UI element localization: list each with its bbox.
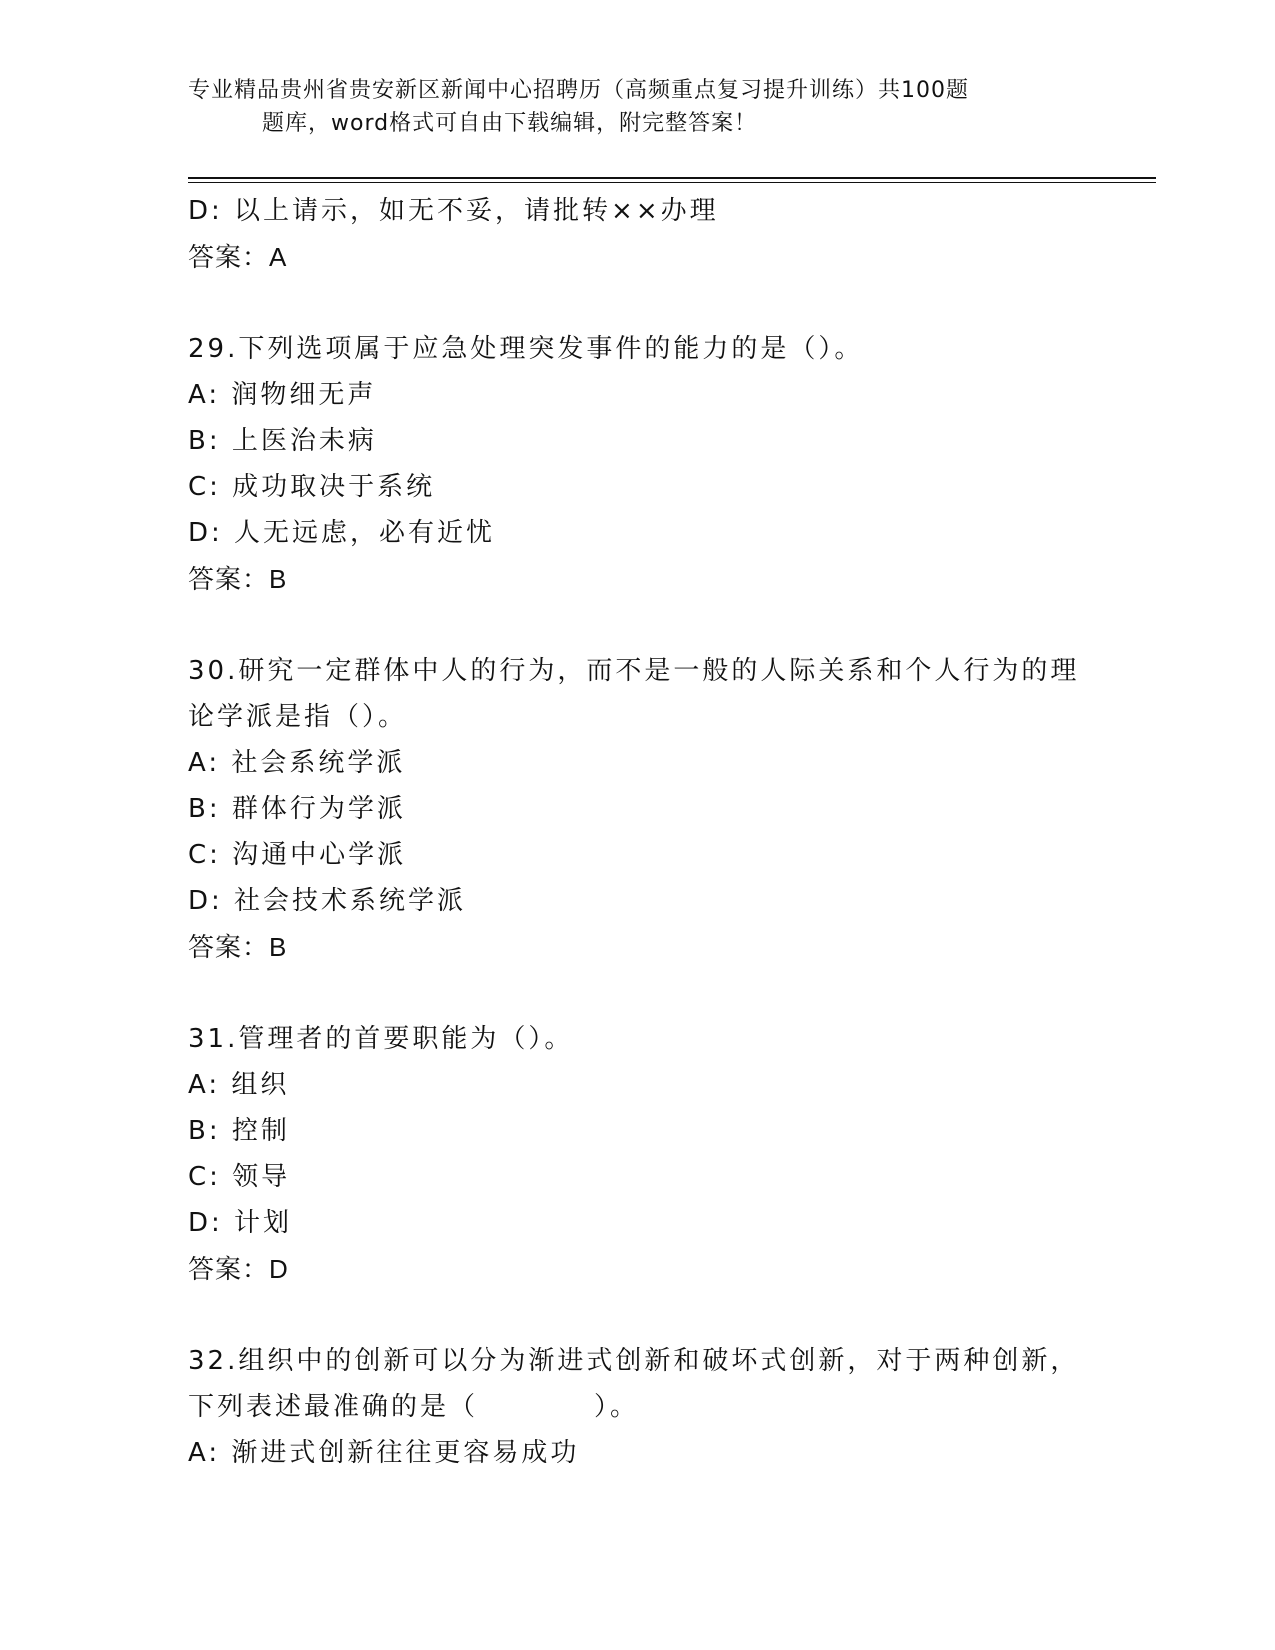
q29-option-a: A: 润物细无声 (188, 380, 377, 410)
spacer (188, 970, 1088, 1016)
q30-stem-line2: 论学派是指（）。 (188, 702, 408, 732)
q31-answer: 答案：D (188, 1254, 289, 1284)
q28-option-d: D: 以上请示，如无不妥，请批转××办理 (188, 196, 719, 226)
header-title-line1: 专业精品贵州省贵安新区新闻中心招聘历（高频重点复习提升训练）共100题 (188, 78, 969, 103)
q28-answer: 答案：A (188, 242, 288, 272)
q32-option-a: A: 渐进式创新往往更容易成功 (188, 1438, 580, 1468)
q29-stem: 29.下列选项属于应急处理突发事件的能力的是（）。 (188, 334, 864, 364)
q31-option-d: D: 计划 (188, 1208, 293, 1238)
q30-option-c: C: 沟通中心学派 (188, 840, 407, 870)
q30-option-d: D: 社会技术系统学派 (188, 886, 467, 916)
q30-stem-line1: 30.研究一定群体中人的行为，而不是一般的人际关系和个人行为的理 (188, 656, 1080, 686)
q31-option-a: A: 组织 (188, 1070, 290, 1100)
q32-stem-line2: 下列表述最准确的是（ ）。 (188, 1392, 640, 1422)
spacer (188, 280, 1088, 326)
spacer (188, 602, 1088, 648)
header-rule-thin (188, 182, 1156, 183)
q29-option-b: B: 上医治未病 (188, 426, 377, 456)
header-rule-thick (188, 177, 1156, 179)
q29-option-d: D: 人无远虑，必有近忧 (188, 518, 496, 548)
q30-answer: 答案：B (188, 932, 288, 962)
q30-option-b: B: 群体行为学派 (188, 794, 406, 824)
question-list (188, 188, 1088, 1476)
q32-stem-line1: 32.组织中的创新可以分为渐进式创新和破坏式创新，对于两种创新， (188, 1346, 1080, 1376)
header-title-line2: 题库，word格式可自由下载编辑，附完整答案！ (262, 111, 758, 136)
q29-answer: 答案：B (188, 564, 288, 594)
q30-option-a: A: 社会系统学派 (188, 748, 406, 778)
q31-stem: 31.管理者的首要职能为（）。 (188, 1024, 574, 1054)
spacer (188, 1292, 1088, 1338)
q31-option-c: C: 领导 (188, 1162, 291, 1192)
q29-option-c: C: 成功取决于系统 (188, 472, 436, 502)
q31-option-b: B: 控制 (188, 1116, 290, 1146)
document-header (188, 74, 1088, 140)
